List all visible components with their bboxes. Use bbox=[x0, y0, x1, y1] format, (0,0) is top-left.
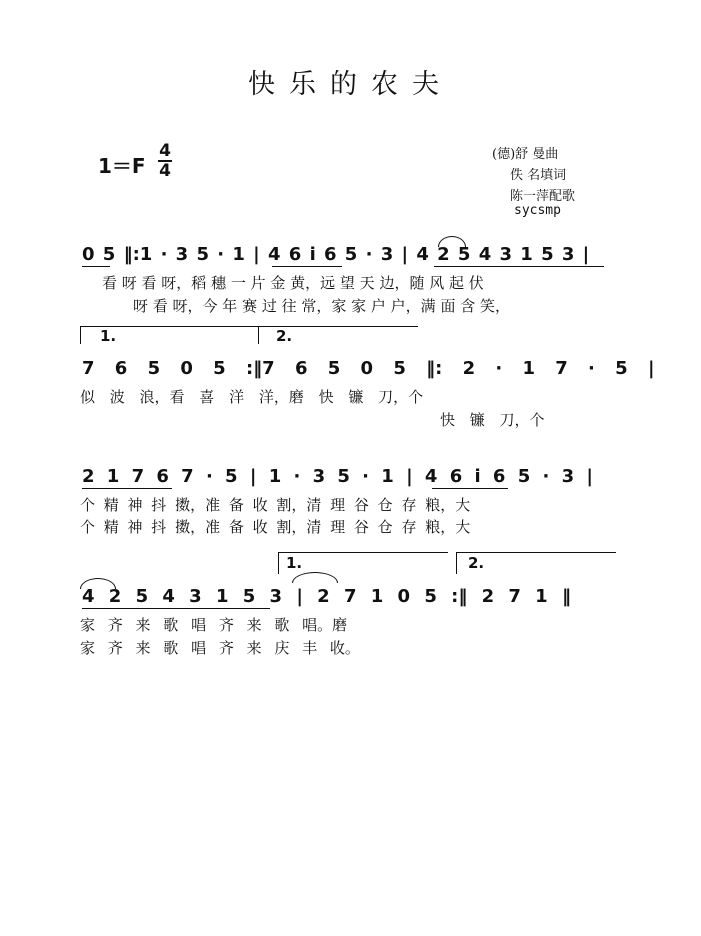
beam-line bbox=[434, 266, 604, 267]
song-title: 快乐的农夫 bbox=[248, 69, 453, 100]
volta-bracket bbox=[80, 326, 81, 344]
lyric-row-3-verse-2: 个 精 神 抖 擞，准 备 收 割，清 理 谷 仓 存 粮，大 bbox=[80, 518, 471, 536]
volta-bracket bbox=[456, 552, 457, 574]
beam-line bbox=[272, 266, 342, 267]
notation-row-3: 2 1 7 6 7 · 5 | 1 · 3 5 · 1 | 4 6 i 6 5 · 3 | bbox=[82, 466, 593, 487]
slur bbox=[292, 572, 338, 583]
volta-bracket bbox=[456, 552, 616, 553]
source-tag: sycsmp bbox=[514, 203, 561, 218]
lyricist-credit: 佚 名填词 bbox=[510, 168, 567, 183]
time-signature bbox=[158, 142, 172, 180]
lyric-row-3-verse-1: 个 精 神 抖 擞，准 备 收 割，清 理 谷 仓 存 粮，大 bbox=[80, 496, 471, 514]
lyric-row-4-verse-1: 家 齐 来 歌 唱 齐 来 歌 唱。磨 bbox=[80, 616, 348, 634]
notation-row-4: 4 2 5 4 3 1 5 3 | 2 7 1 0 5 :‖ 2 7 1 ‖ bbox=[82, 586, 571, 607]
lyric-row-1-verse-1: 看 呀 看 呀，稻 穗 一 片 金 黄，远 望 天 边，随 风 起 伏 bbox=[102, 274, 484, 292]
lyric-row-2-verse-2: 快 镰 刀，个 bbox=[440, 411, 545, 429]
notation-row-2: 7 6 5 0 5 :‖7 6 5 0 5 ‖: 2 · 1 7 · 5 | bbox=[82, 358, 655, 379]
beam-line bbox=[432, 488, 508, 489]
volta-2-label: 2. bbox=[468, 554, 485, 572]
time-signature-bottom: 4 bbox=[159, 161, 171, 181]
beam-line bbox=[82, 488, 172, 489]
volta-bracket bbox=[278, 552, 448, 553]
volta-1-label: 1. bbox=[100, 327, 117, 345]
notation-row-1: 0 5 ‖:1 · 3 5 · 1 | 4 6 i 6 5 · 3 | 4 2 5 4 3 1 5 3 | bbox=[82, 244, 590, 265]
volta-2-label: 2. bbox=[276, 327, 293, 345]
beam-line bbox=[82, 608, 270, 609]
key-signature: 1＝F bbox=[98, 154, 146, 178]
lyric-row-2-verse-1: 似 波 浪，看 喜 洋 洋，磨 快 镰 刀，个 bbox=[80, 388, 424, 406]
lyric-row-1-verse-2: 呀 看 呀，今 年 赛 过 往 常，家 家 户 户，满 面 含 笑， bbox=[133, 297, 510, 315]
volta-bracket bbox=[278, 552, 279, 574]
arranger-credit: 陈一萍配歌 bbox=[510, 189, 576, 204]
time-signature-top: 4 bbox=[159, 141, 171, 161]
volta-bracket bbox=[258, 326, 259, 344]
volta-1-label: 1. bbox=[286, 554, 303, 572]
beam-line bbox=[82, 266, 110, 267]
lyric-row-4-verse-2: 家 齐 来 歌 唱 齐 来 庆 丰 收。 bbox=[80, 639, 360, 657]
composer-credit: (德)舒 曼曲 bbox=[492, 147, 559, 162]
